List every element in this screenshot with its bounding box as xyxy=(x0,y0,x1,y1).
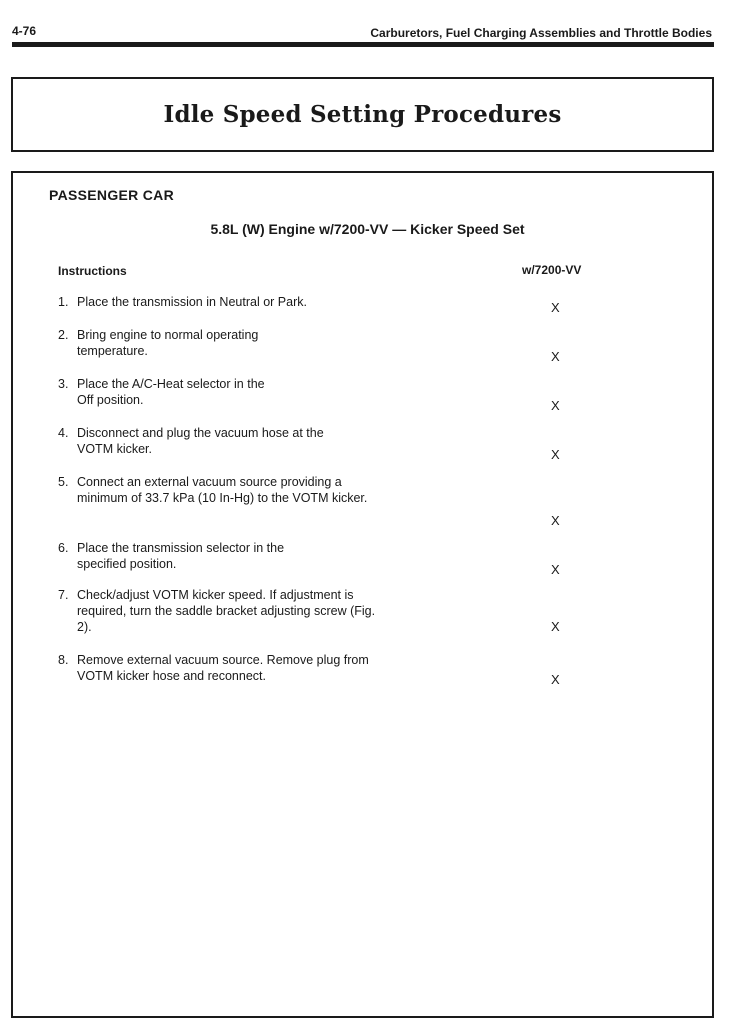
step-check-mark: X xyxy=(551,349,560,364)
page-header xyxy=(12,24,712,44)
page-number: 4-76 xyxy=(12,24,37,38)
step-text: Place the transmission in Neutral or Park. xyxy=(77,295,307,309)
step-check-mark: X xyxy=(551,619,560,634)
step-text: Connect an external vacuum source providing a minimum of 33.7 kPa (10 In-Hg) to the VOTM kicker. xyxy=(77,475,368,505)
step-check-mark: X xyxy=(551,513,560,528)
step-text: Place the A/C-Heat selector in the Off position. xyxy=(77,377,265,407)
step-number: 2. xyxy=(58,328,69,342)
step-item xyxy=(58,327,398,359)
step-item xyxy=(58,294,398,310)
step-text: Remove external vacuum source. Remove plug from VOTM kicker hose and reconnect. xyxy=(77,653,369,683)
step-number: 7. xyxy=(58,588,69,602)
page-title: Idle Speed Setting Procedures xyxy=(163,101,562,128)
step-text: Bring engine to normal operating temperature. xyxy=(77,328,259,358)
step-number: 6. xyxy=(58,541,69,555)
step-item xyxy=(58,376,398,408)
step-number: 5. xyxy=(58,475,69,489)
step-number: 4. xyxy=(58,426,69,440)
section-title: Carburetors, Fuel Charging Assemblies and Throttle Bodies xyxy=(370,26,712,40)
instructions-column-header: Instructions xyxy=(58,264,127,278)
step-item xyxy=(58,425,398,457)
step-item xyxy=(58,587,398,635)
vehicle-type-heading: PASSENGER CAR xyxy=(49,187,174,203)
step-text: Disconnect and plug the vacuum hose at the VOTM kicker. xyxy=(77,426,324,456)
step-check-mark: X xyxy=(551,447,560,462)
model-column-header: w/7200-VV xyxy=(522,263,582,277)
step-number: 8. xyxy=(58,653,69,667)
step-check-mark: X xyxy=(551,562,560,577)
procedure-panel xyxy=(11,171,714,1018)
title-box xyxy=(11,77,714,152)
step-text: Check/adjust VOTM kicker speed. If adjustment is required, turn the saddle bracket adjusting screw (Fig. 2). xyxy=(77,588,376,634)
step-item xyxy=(58,474,398,506)
step-check-mark: X xyxy=(551,300,560,315)
step-item xyxy=(58,652,398,684)
step-check-mark: X xyxy=(551,672,560,687)
procedure-title: 5.8L (W) Engine w/7200-VV — Kicker Speed Set xyxy=(210,221,525,237)
header-rule xyxy=(12,42,714,47)
step-text: Place the transmission selector in the specified position. xyxy=(77,541,285,571)
step-check-mark: X xyxy=(551,398,560,413)
step-item xyxy=(58,540,398,572)
step-number: 3. xyxy=(58,377,69,391)
step-number: 1. xyxy=(58,295,69,309)
